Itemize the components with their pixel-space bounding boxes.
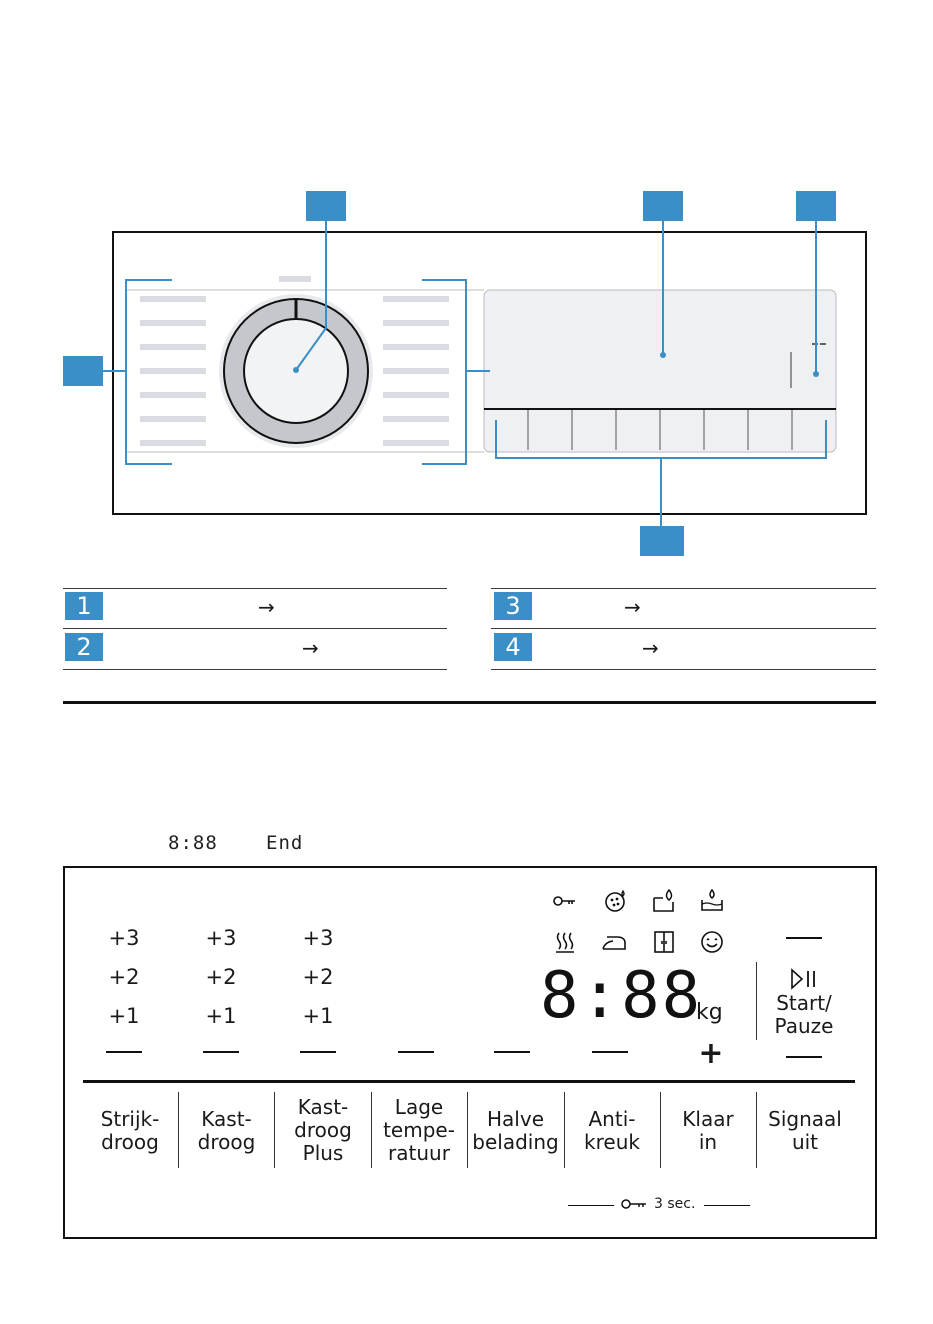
- iron-icon: [601, 929, 627, 955]
- legend-arrow-4: →: [642, 636, 659, 660]
- indicator-led: [786, 937, 822, 939]
- button-strijkdroog[interactable]: Strijk- droog: [100, 1107, 160, 1154]
- key-icon: [619, 1194, 649, 1214]
- level-label: +1: [302, 1004, 334, 1028]
- legend-number-3: 3: [494, 592, 532, 620]
- legend-arrow-2: →: [302, 636, 319, 660]
- indicator-led: [300, 1051, 336, 1053]
- time-display: 8:88: [540, 959, 703, 1033]
- button-anti-kreuk[interactable]: Anti- kreuk: [584, 1107, 640, 1154]
- drum-cleaning-icon: [603, 888, 629, 914]
- level-label: +3: [302, 926, 334, 950]
- plus-sign: +: [698, 1036, 724, 1071]
- level-label: +1: [205, 1004, 237, 1028]
- button-lage-temperatuur[interactable]: Lage tempe- ratuur: [383, 1095, 455, 1165]
- indicator-led: [203, 1051, 239, 1053]
- level-label: +2: [108, 965, 140, 989]
- button-kastdroog-plus[interactable]: Kast- droog Plus: [294, 1095, 352, 1165]
- level-label: +3: [108, 926, 140, 950]
- level-label: +1: [108, 1004, 140, 1028]
- button-signaal-uit[interactable]: Signaal uit: [768, 1107, 842, 1154]
- lock-hint-text: 3 sec.: [654, 1196, 696, 1212]
- panel-drawing: [0, 0, 933, 580]
- start-pause-button[interactable]: Start/ Pauze: [774, 991, 834, 1038]
- indicator-led: [592, 1051, 628, 1053]
- weight-unit: kg: [696, 1000, 723, 1025]
- button-row-divider: [83, 1080, 855, 1083]
- lock-hint-line-left: [568, 1205, 614, 1206]
- level-label: +2: [302, 965, 334, 989]
- display-end-preview: End: [266, 832, 304, 854]
- button-kastdroog[interactable]: Kast- droog: [197, 1107, 256, 1154]
- play-pause-icon[interactable]: [788, 966, 822, 992]
- indicator-led: [106, 1051, 142, 1053]
- indicator-led: [494, 1051, 530, 1053]
- indicator-led: [398, 1051, 434, 1053]
- steam-icon: [552, 929, 578, 955]
- condenser-icon: [699, 888, 725, 914]
- wardrobe-icon: [651, 929, 677, 955]
- button-separator: [178, 1092, 179, 1168]
- display-time-preview: 8:88: [168, 832, 218, 854]
- legend-number-2: 2: [65, 633, 103, 661]
- legend-arrow-3: →: [624, 595, 641, 619]
- smile-icon: [699, 929, 725, 955]
- button-halve-belading[interactable]: Halve belading: [472, 1107, 559, 1154]
- key-icon: [552, 888, 578, 914]
- legend-number-4: 4: [494, 633, 532, 661]
- button-panel: [63, 866, 877, 1239]
- start-separator: [756, 962, 757, 1040]
- legend-number-1: 1: [65, 592, 103, 620]
- indicator-led: [786, 1056, 822, 1058]
- level-label: +2: [205, 965, 237, 989]
- lock-hint-line-right: [704, 1205, 750, 1206]
- level-label: +3: [205, 926, 237, 950]
- section-divider: [63, 701, 876, 704]
- button-separator: [274, 1092, 275, 1168]
- water-tank-icon: [651, 888, 677, 914]
- button-klaar-in[interactable]: Klaar in: [682, 1107, 734, 1154]
- legend-arrow-1: →: [258, 595, 275, 619]
